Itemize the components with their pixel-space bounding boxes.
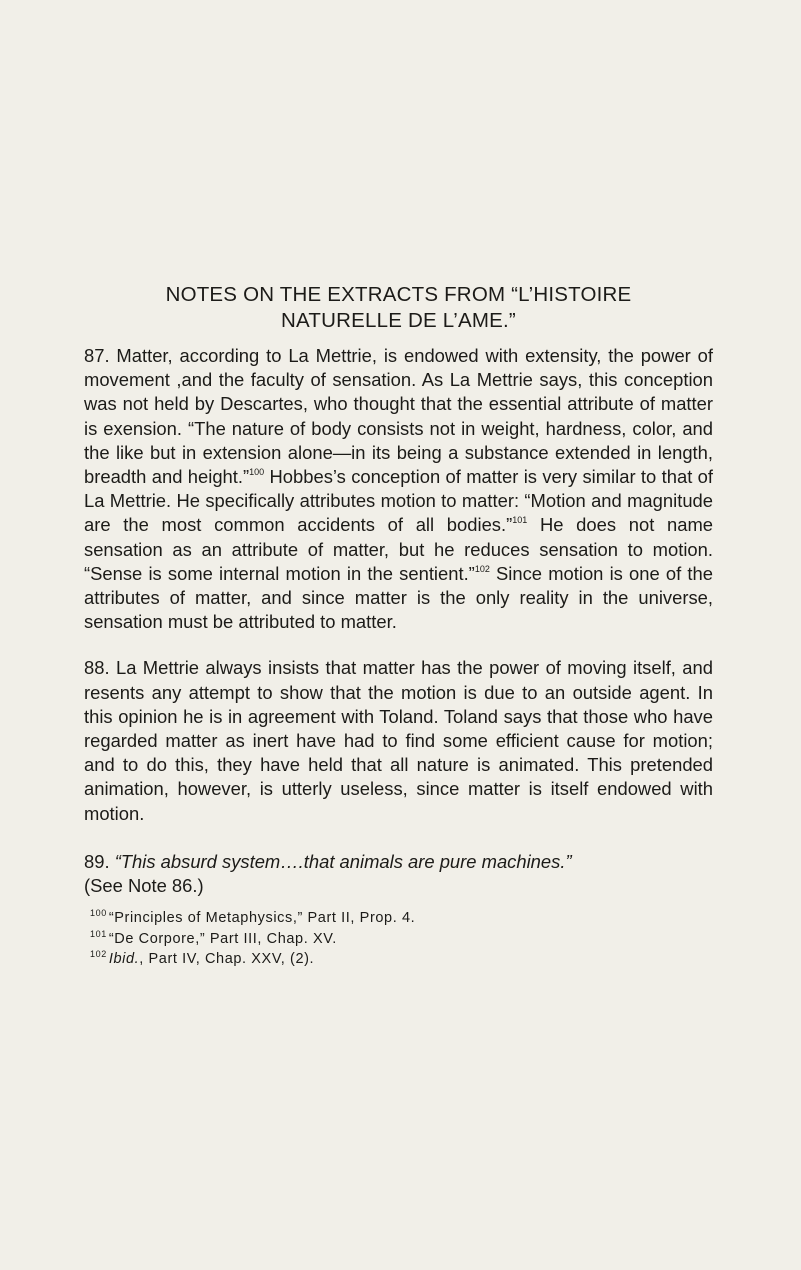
footnote-text: “Principles of Metaphysics,” Part II, Prop. 4.	[108, 910, 416, 927]
footnote-number: 101	[90, 928, 107, 939]
footnote-ref-102: 102	[474, 563, 490, 574]
title-line-2: NATURELLE DE L’AME.”	[281, 309, 516, 332]
paragraph-89-see-note: (See Note 86.)	[84, 875, 204, 897]
footnote-100	[90, 908, 713, 929]
page-content	[84, 282, 713, 970]
paragraph-89	[84, 850, 713, 898]
footnote-ibid: Ibid.	[108, 951, 140, 968]
paragraph-87-text-2: Hobbes’s conception of matter is very similar to that of La Mettrie. He specifically attributes motion to matter: “Motion and magnitude are the most common accidents of all bodies.”	[84, 466, 713, 536]
footnote-number: 102	[90, 949, 107, 960]
paragraph-87-text-4: Since motion is one of the attributes of matter, and since matter is the only reality in the universe, sensation must be attributed to matter.	[84, 562, 713, 633]
title-line-1: NOTES ON THE EXTRACTS FROM “L’HISTOIRE	[165, 283, 632, 306]
paragraph-87-text-3: He does not name sensation as an attribute of matter, but he reduces sensation to motion. “Sense is some internal motion in the sentient.”	[84, 514, 713, 584]
paragraph-88: 88. La Mettrie always insists that matter has the power of moving itself, and resents any attempt to show that the motion is due to an outside agent. In this opinion he is in agreement with Toland. Toland says that those who have regarded matter as inert have had to find some efficient cause for motion; and to do this, they have held that all nature is animated. This pretended animation, however, is utterly useless, since matter is itself endowed with motion.	[84, 657, 713, 824]
footnote-ref-100: 100	[249, 467, 265, 478]
footnote-text: , Part IV, Chap. XXV, (2).	[139, 951, 315, 968]
footnote-number: 100	[90, 908, 107, 919]
footnote-ref-101: 101	[512, 515, 528, 526]
footnotes	[84, 908, 713, 970]
paragraph-87-text-1: 87. Matter, according to La Mettrie, is endowed with extensity, the power of movement ,and the faculty of sensation. As La Mettrie says, this conception was not held by Descartes, who thought that the essential attribute of matter is exension. “The nature of body consists not in weight, hardness, color, and the like but in extension alone—in its being a substance extended in length, breadth and height.”	[84, 345, 713, 488]
footnote-102	[90, 949, 713, 970]
paragraph-89-quote: “This absurd system….that animals are pure machines.”	[114, 850, 572, 872]
paragraph-87	[84, 344, 713, 634]
paragraph-89-number: 89.	[84, 850, 115, 872]
page-title	[84, 282, 713, 334]
footnote-101	[90, 929, 713, 950]
footnote-text: “De Corpore,” Part III, Chap. XV.	[108, 930, 337, 947]
